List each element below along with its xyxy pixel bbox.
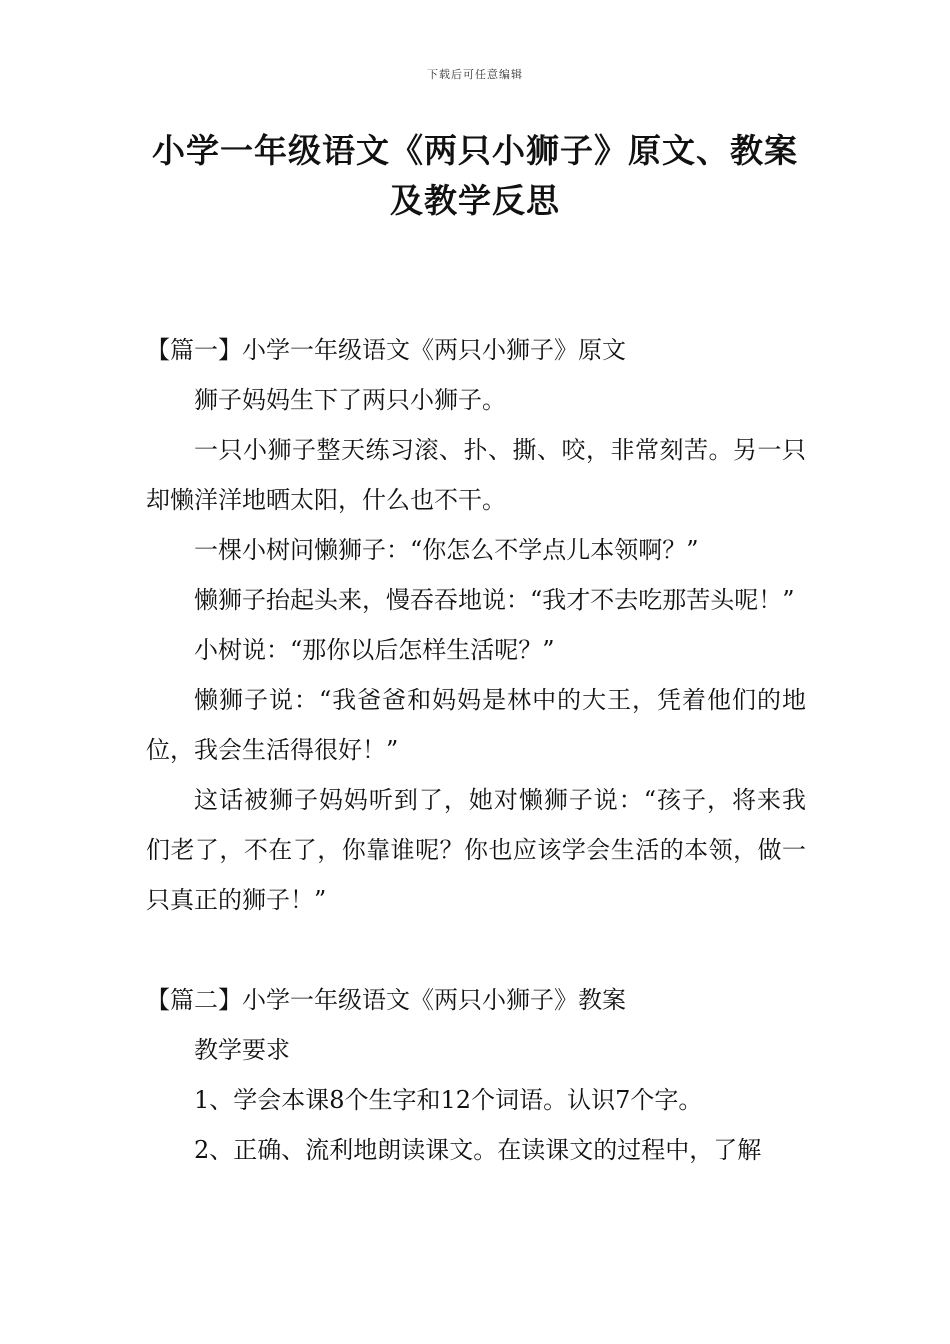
paragraph: 一棵小树问懒狮子：“你怎么不学点儿本领啊？” xyxy=(194,536,699,564)
paragraph: 1、学会本课8个生字和12个词语。认识7个字。 xyxy=(194,1086,703,1114)
document-title: 小学一年级语文《两只小狮子》原文、教案及教学反思 xyxy=(152,131,798,220)
paragraph: 教学要求 xyxy=(194,1036,290,1064)
section-heading-2: 【篇二】小学一年级语文《两只小狮子》教案 xyxy=(146,986,626,1014)
section-heading-1: 【篇一】小学一年级语文《两只小狮子》原文 xyxy=(146,336,626,364)
paragraph: 一只小狮子整天练习滚、扑、撕、咬，非常刻苦。另一只却懒洋洋地晒太阳，什么也不干。 xyxy=(146,436,806,514)
paragraph: 懒狮子说：“我爸爸和妈妈是林中的大王，凭着他们的地位，我会生活得很好！” xyxy=(146,686,806,764)
paragraph: 狮子妈妈生下了两只小狮子。 xyxy=(194,386,506,414)
document-body xyxy=(146,325,806,1175)
section-spacer xyxy=(146,925,806,975)
paragraph: 2、正确、流利地朗读课文。在读课文的过程中，了解 xyxy=(194,1136,762,1164)
header-note: 下载后可任意编辑 xyxy=(427,68,523,81)
paragraph: 小树说：“那你以后怎样生活呢？” xyxy=(194,636,555,664)
paragraph: 懒狮子抬起头来，慢吞吞地说：“我才不去吃那苦头呢！” xyxy=(194,586,795,614)
paragraph: 这话被狮子妈妈听到了，她对懒狮子说：“孩子，将来我们老了，不在了，你靠谁呢？你也应该学会生活的本领，做一只真正的狮子！” xyxy=(146,786,806,914)
